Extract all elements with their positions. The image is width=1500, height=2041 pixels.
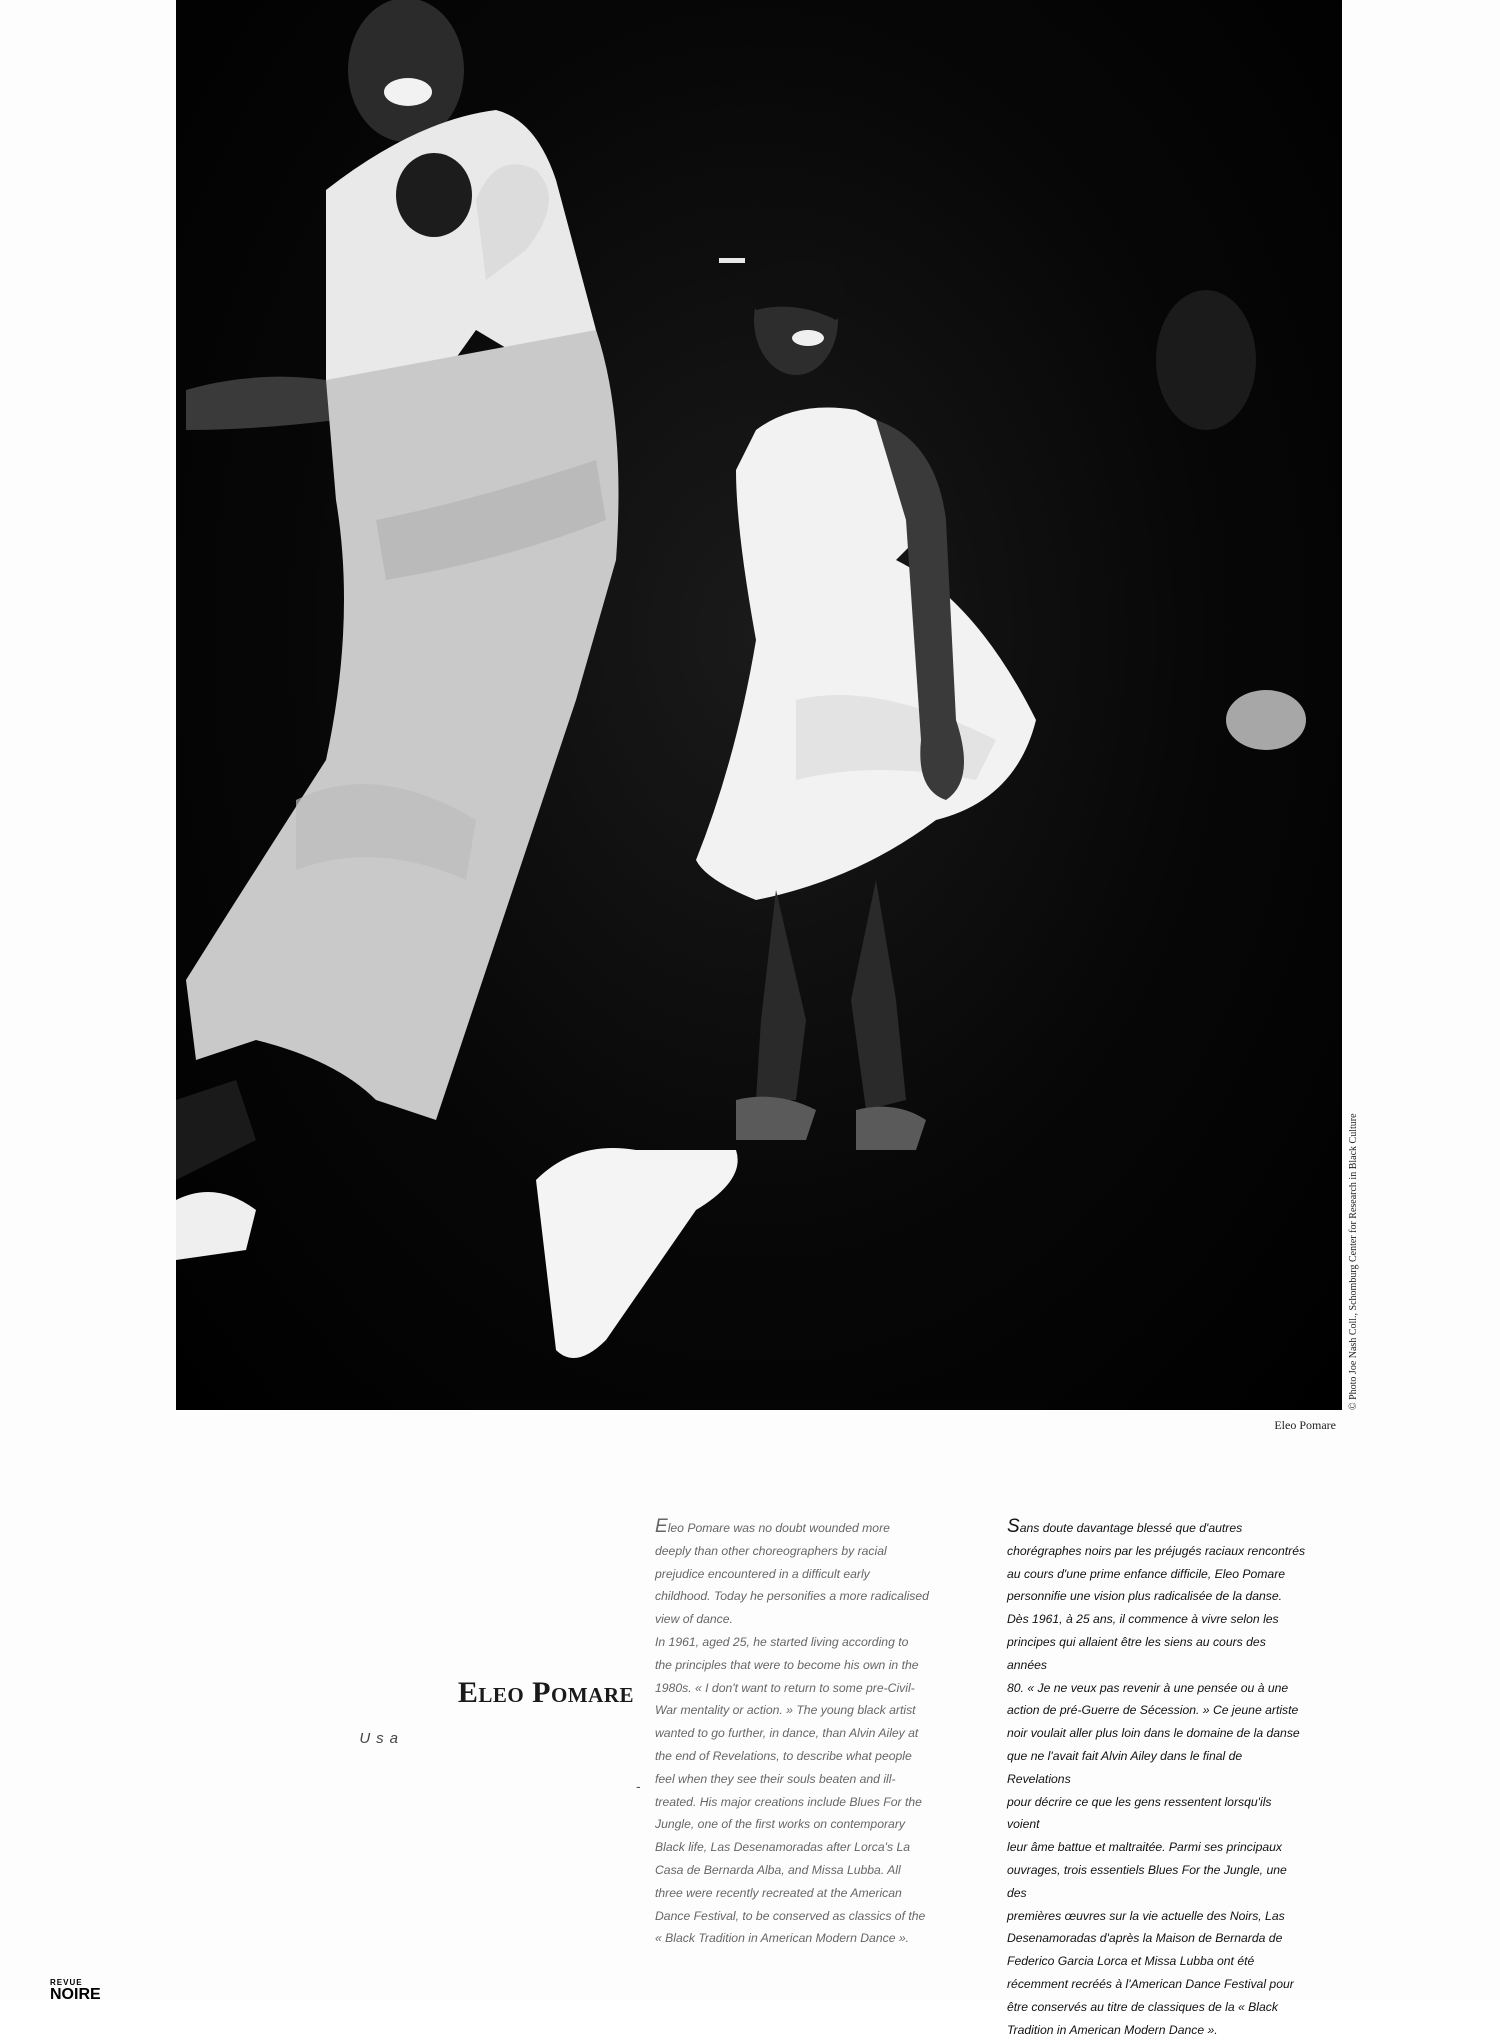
english-dropcap: E xyxy=(655,1516,668,1537)
dancers-photo xyxy=(176,0,1342,1410)
english-body: leo Pomare was no doubt wounded more deeply than other choreographers by racial prejudice encountered in a difficult early childhood. Today he personifies a more radicalised view of dance. In 1961, aged 25, he started living according to the principles that were to become his own in the 1980s. « I don't want to return to some pre-Civil- War mentality or action. » The young black artist wanted to go further, in dance, than Alvin Ailey at the end of Revelations, to describe what people feel when they see their souls beaten and ill- treated. His major creations include Blues For the Jungle, one of the first works on contemporary Black life, Las Desenamoradas after Lorca's La Casa de Bernarda Alba, and Missa Lubba. All three were recently recreated at the American Dance Festival, to be conserved as classics of the « Black Tradition in American Modern Dance ». xyxy=(655,1521,929,1946)
article-country: Usa xyxy=(359,1730,404,1747)
article-title: Eleo Pomare xyxy=(457,1676,634,1709)
dancers-illustration xyxy=(176,0,1342,1410)
photo-caption: Eleo Pomare xyxy=(1274,1418,1336,1432)
photo-credit: © Photo Joe Nash Coll., Schomburg Center for Research in Black Culture xyxy=(1348,1113,1359,1410)
revue-noire-logo-bottom: NOIRE xyxy=(50,1986,101,2003)
french-dropcap: S xyxy=(1007,1516,1020,1537)
revue-noire-logo-top: REVUE xyxy=(50,1978,83,1987)
margin-mark: - xyxy=(636,1778,641,1794)
english-text-column xyxy=(655,1516,955,1950)
french-text-column xyxy=(1007,1516,1307,2041)
french-body: ans doute davantage blessé que d'autres chorégraphes noirs par les préjugés raciaux rencontrés au cours d'une prime enfance difficile, Eleo Pomare personnifie une vision plus radicalisée de la danse. Dès 1961, à 25 ans, il commence à vivre selon les principes qui allaient être les siens au cours des années 80. « Je ne veux pas revenir à une pensée ou à une action de pré-Guerre de Sécession. » Ce jeune artiste noir voulait aller plus loin dans le domaine de la danse que ne l'avait fait Alvin Ailey dans le final de Revelations pour décrire ce que les gens ressentent lorsqu'ils voient leur âme battue et maltraitée. Parmi ses principaux ouvrages, trois essentiels Blues For the Jungle, une des premières œuvres sur la vie actuelle des Noirs, Las Desenamoradas d'après la Maison de Bernarda de Federico Garcia Lorca et Missa Lubba ont été récemment recréés à l'American Dance Festival pour être conservés au titre de classiques de la « Black Tradition in American Modern Dance ». xyxy=(1007,1521,1306,2037)
